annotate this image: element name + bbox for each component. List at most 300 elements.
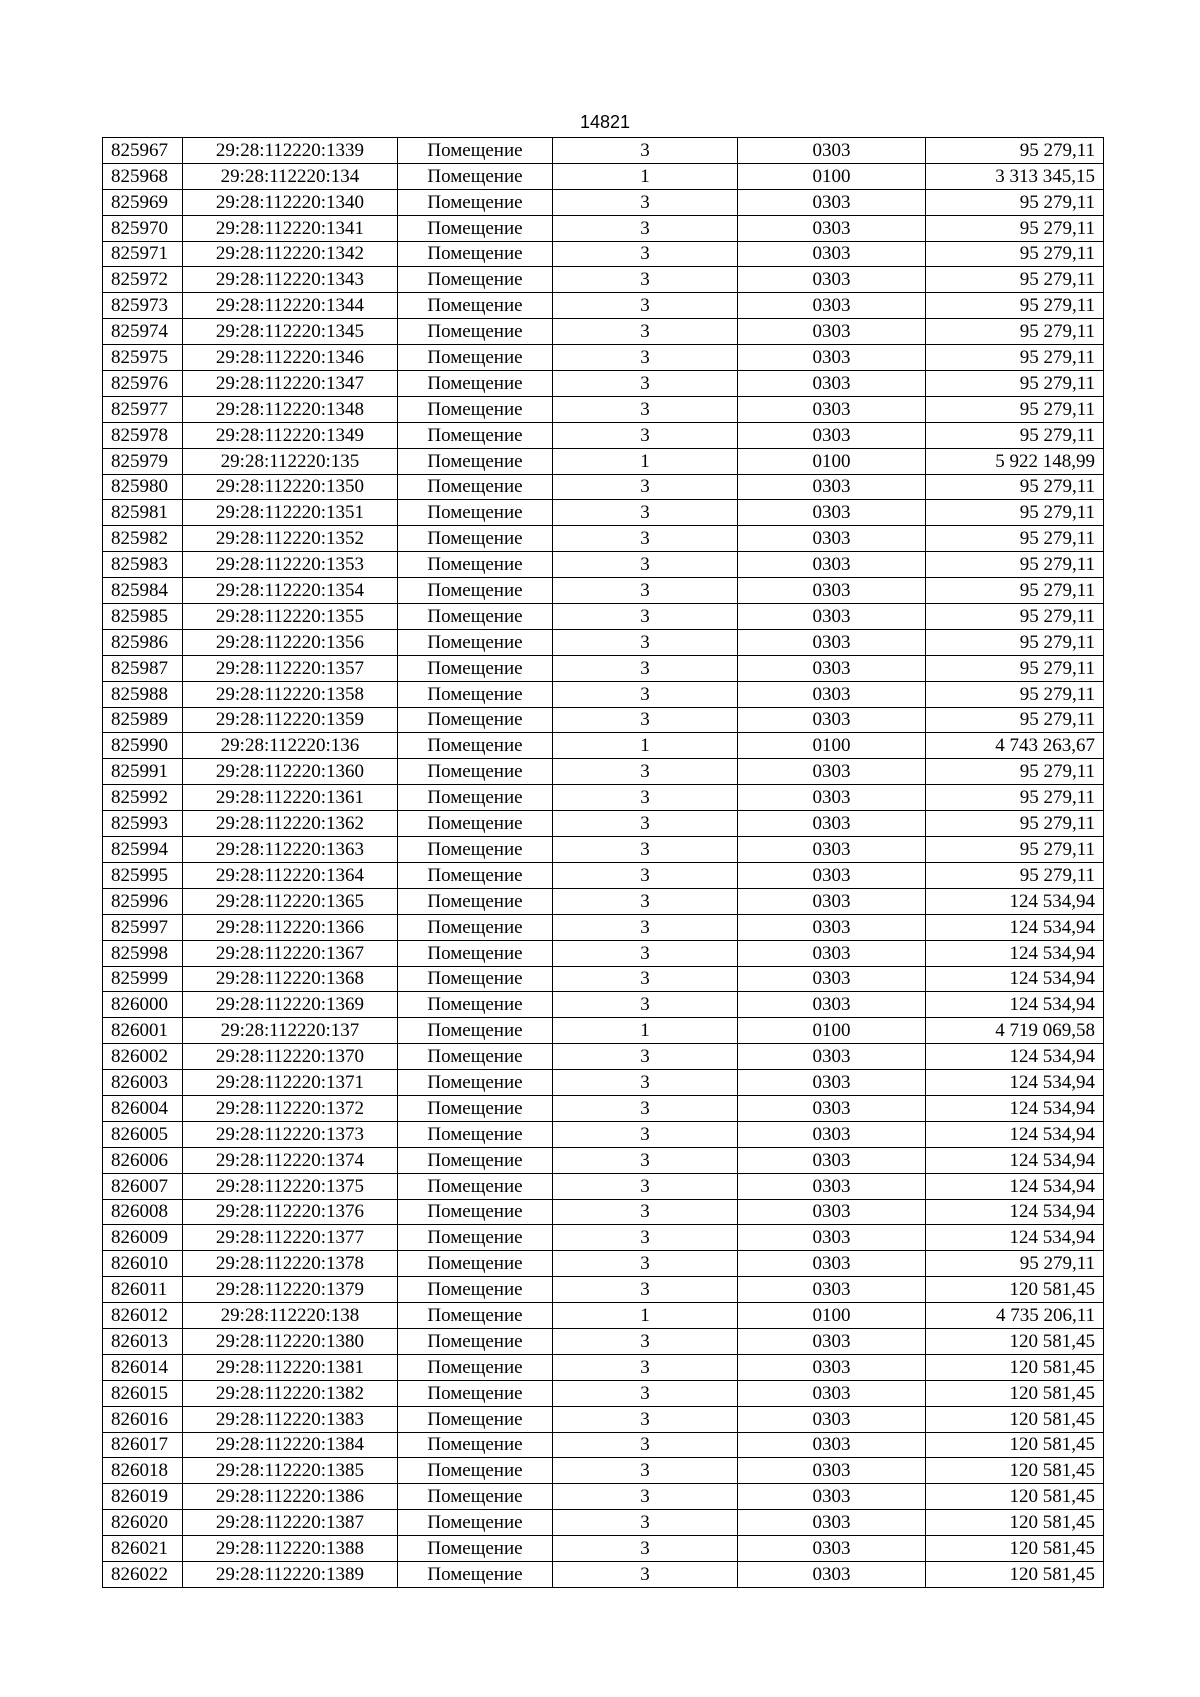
object-type-cell: Помещение — [398, 526, 553, 552]
cadastral-value-cell: 95 279,11 — [926, 811, 1104, 837]
cadastral-value-cell: 124 534,94 — [926, 1044, 1104, 1070]
cadastral-value-cell: 120 581,45 — [926, 1510, 1104, 1536]
table-row — [103, 837, 1104, 863]
object-type-cell: Помещение — [398, 1432, 553, 1458]
table-row — [103, 940, 1104, 966]
table-row — [103, 1225, 1104, 1251]
table-row — [103, 811, 1104, 837]
cadastral-value-cell: 124 534,94 — [926, 914, 1104, 940]
table-row — [103, 629, 1104, 655]
table-row — [103, 241, 1104, 267]
cadastral-value-cell: 120 581,45 — [926, 1380, 1104, 1406]
record-number-cell: 825992 — [103, 785, 183, 811]
cadastral-number-cell: 29:28:112220:1388 — [183, 1536, 398, 1562]
code-cell: 0303 — [738, 681, 926, 707]
cadastral-value-cell: 124 534,94 — [926, 888, 1104, 914]
record-number-cell: 826014 — [103, 1354, 183, 1380]
table-row — [103, 1510, 1104, 1536]
code-cell: 0303 — [738, 629, 926, 655]
group-cell: 3 — [553, 396, 738, 422]
cadastral-value-cell: 124 534,94 — [926, 940, 1104, 966]
record-number-cell: 826010 — [103, 1251, 183, 1277]
group-cell: 3 — [553, 1251, 738, 1277]
cadastral-value-cell: 120 581,45 — [926, 1277, 1104, 1303]
code-cell: 0303 — [738, 811, 926, 837]
object-type-cell: Помещение — [398, 345, 553, 371]
object-type-cell: Помещение — [398, 759, 553, 785]
cadastral-number-cell: 29:28:112220:1379 — [183, 1277, 398, 1303]
record-number-cell: 825981 — [103, 500, 183, 526]
cadastral-number-cell: 29:28:112220:1374 — [183, 1147, 398, 1173]
record-number-cell: 826021 — [103, 1536, 183, 1562]
object-type-cell: Помещение — [398, 1561, 553, 1587]
group-cell: 3 — [553, 1225, 738, 1251]
code-cell: 0303 — [738, 1199, 926, 1225]
cadastral-number-cell: 29:28:112220:135 — [183, 448, 398, 474]
cadastral-number-cell: 29:28:112220:1376 — [183, 1199, 398, 1225]
record-number-cell: 826009 — [103, 1225, 183, 1251]
cadastral-value-cell: 95 279,11 — [926, 396, 1104, 422]
record-number-cell: 825977 — [103, 396, 183, 422]
table-row — [103, 474, 1104, 500]
record-number-cell: 826022 — [103, 1561, 183, 1587]
record-number-cell: 825994 — [103, 837, 183, 863]
cadastral-value-cell: 95 279,11 — [926, 785, 1104, 811]
cadastral-value-cell: 124 534,94 — [926, 1173, 1104, 1199]
group-cell: 3 — [553, 215, 738, 241]
table-row — [103, 1251, 1104, 1277]
object-type-cell: Помещение — [398, 1354, 553, 1380]
table-row — [103, 707, 1104, 733]
cadastral-value-cell: 124 534,94 — [926, 1070, 1104, 1096]
code-cell: 0303 — [738, 474, 926, 500]
table-row — [103, 1018, 1104, 1044]
group-cell: 3 — [553, 1121, 738, 1147]
cadastral-number-cell: 29:28:112220:1371 — [183, 1070, 398, 1096]
cadastral-number-cell: 29:28:112220:1375 — [183, 1173, 398, 1199]
cadastral-number-cell: 29:28:112220:1344 — [183, 293, 398, 319]
record-number-cell: 826020 — [103, 1510, 183, 1536]
table-row — [103, 215, 1104, 241]
cadastral-number-cell: 29:28:112220:1342 — [183, 241, 398, 267]
cadastral-number-cell: 29:28:112220:1354 — [183, 578, 398, 604]
table-row — [103, 1095, 1104, 1121]
object-type-cell: Помещение — [398, 655, 553, 681]
table-row — [103, 733, 1104, 759]
object-type-cell: Помещение — [398, 681, 553, 707]
cadastral-value-cell: 5 922 148,99 — [926, 448, 1104, 474]
object-type-cell: Помещение — [398, 733, 553, 759]
group-cell: 3 — [553, 1484, 738, 1510]
record-number-cell: 826002 — [103, 1044, 183, 1070]
group-cell: 3 — [553, 1147, 738, 1173]
object-type-cell: Помещение — [398, 241, 553, 267]
cadastral-number-cell: 29:28:112220:1348 — [183, 396, 398, 422]
group-cell: 3 — [553, 1277, 738, 1303]
object-type-cell: Помещение — [398, 1018, 553, 1044]
cadastral-value-cell: 95 279,11 — [926, 526, 1104, 552]
cadastral-number-cell: 29:28:112220:1363 — [183, 837, 398, 863]
cadastral-value-cell: 95 279,11 — [926, 1251, 1104, 1277]
cadastral-value-cell: 95 279,11 — [926, 345, 1104, 371]
object-type-cell: Помещение — [398, 1458, 553, 1484]
table-row — [103, 345, 1104, 371]
record-number-cell: 825968 — [103, 163, 183, 189]
group-cell: 3 — [553, 966, 738, 992]
cadastral-value-cell: 95 279,11 — [926, 629, 1104, 655]
code-cell: 0303 — [738, 940, 926, 966]
object-type-cell: Помещение — [398, 1536, 553, 1562]
record-number-cell: 826000 — [103, 992, 183, 1018]
cadastral-number-cell: 29:28:112220:1345 — [183, 319, 398, 345]
cadastral-value-cell: 95 279,11 — [926, 241, 1104, 267]
code-cell: 0303 — [738, 992, 926, 1018]
cadastral-number-cell: 29:28:112220:1365 — [183, 888, 398, 914]
cadastral-number-cell: 29:28:112220:1381 — [183, 1354, 398, 1380]
object-type-cell: Помещение — [398, 707, 553, 733]
cadastral-value-cell: 124 534,94 — [926, 1199, 1104, 1225]
table-row — [103, 1044, 1104, 1070]
group-cell: 3 — [553, 500, 738, 526]
cadastral-value-cell: 95 279,11 — [926, 837, 1104, 863]
group-cell: 3 — [553, 1328, 738, 1354]
code-cell: 0303 — [738, 396, 926, 422]
record-number-cell: 825998 — [103, 940, 183, 966]
group-cell: 1 — [553, 1303, 738, 1329]
cadastral-number-cell: 29:28:112220:1368 — [183, 966, 398, 992]
object-type-cell: Помещение — [398, 1225, 553, 1251]
code-cell: 0303 — [738, 1328, 926, 1354]
code-cell: 0303 — [738, 1147, 926, 1173]
cadastral-value-cell: 95 279,11 — [926, 293, 1104, 319]
object-type-cell: Помещение — [398, 914, 553, 940]
cadastral-value-cell: 95 279,11 — [926, 215, 1104, 241]
cadastral-value-cell: 95 279,11 — [926, 371, 1104, 397]
record-number-cell: 826004 — [103, 1095, 183, 1121]
record-number-cell: 825967 — [103, 138, 183, 164]
cadastral-number-cell: 29:28:112220:1378 — [183, 1251, 398, 1277]
group-cell: 3 — [553, 1173, 738, 1199]
group-cell: 3 — [553, 1095, 738, 1121]
group-cell: 3 — [553, 138, 738, 164]
cadastral-value-cell: 95 279,11 — [926, 474, 1104, 500]
table-row — [103, 785, 1104, 811]
table-row — [103, 604, 1104, 630]
record-number-cell: 825991 — [103, 759, 183, 785]
table-row — [103, 655, 1104, 681]
cadastral-value-cell: 120 581,45 — [926, 1536, 1104, 1562]
cadastral-number-cell: 29:28:112220:1386 — [183, 1484, 398, 1510]
code-cell: 0100 — [738, 448, 926, 474]
code-cell: 0303 — [738, 604, 926, 630]
object-type-cell: Помещение — [398, 1328, 553, 1354]
record-number-cell: 825982 — [103, 526, 183, 552]
record-number-cell: 826001 — [103, 1018, 183, 1044]
cadastral-number-cell: 29:28:112220:1382 — [183, 1380, 398, 1406]
group-cell: 1 — [553, 448, 738, 474]
code-cell: 0303 — [738, 1406, 926, 1432]
table-row — [103, 1147, 1104, 1173]
table-row — [103, 759, 1104, 785]
cadastral-number-cell: 29:28:112220:1355 — [183, 604, 398, 630]
cadastral-value-cell: 3 313 345,15 — [926, 163, 1104, 189]
object-type-cell: Помещение — [398, 940, 553, 966]
object-type-cell: Помещение — [398, 966, 553, 992]
object-type-cell: Помещение — [398, 1484, 553, 1510]
group-cell: 3 — [553, 1536, 738, 1562]
cadastral-number-cell: 29:28:112220:1387 — [183, 1510, 398, 1536]
table-row — [103, 552, 1104, 578]
cadastral-value-cell: 120 581,45 — [926, 1432, 1104, 1458]
record-number-cell: 825985 — [103, 604, 183, 630]
object-type-cell: Помещение — [398, 1277, 553, 1303]
object-type-cell: Помещение — [398, 785, 553, 811]
object-type-cell: Помещение — [398, 604, 553, 630]
cadastral-number-cell: 29:28:112220:1372 — [183, 1095, 398, 1121]
object-type-cell: Помещение — [398, 163, 553, 189]
cadastral-value-cell: 120 581,45 — [926, 1354, 1104, 1380]
cadastral-number-cell: 29:28:112220:1352 — [183, 526, 398, 552]
cadastral-value-cell: 124 534,94 — [926, 1147, 1104, 1173]
table-row — [103, 189, 1104, 215]
object-type-cell: Помещение — [398, 1251, 553, 1277]
record-number-cell: 825970 — [103, 215, 183, 241]
group-cell: 3 — [553, 189, 738, 215]
cadastral-value-cell: 124 534,94 — [926, 1095, 1104, 1121]
cadastral-number-cell: 29:28:112220:1353 — [183, 552, 398, 578]
record-number-cell: 825990 — [103, 733, 183, 759]
record-number-cell: 825986 — [103, 629, 183, 655]
record-number-cell: 825976 — [103, 371, 183, 397]
cadastral-value-cell: 120 581,45 — [926, 1561, 1104, 1587]
group-cell: 3 — [553, 629, 738, 655]
code-cell: 0303 — [738, 966, 926, 992]
record-number-cell: 825996 — [103, 888, 183, 914]
code-cell: 0303 — [738, 241, 926, 267]
table-row — [103, 914, 1104, 940]
object-type-cell: Помещение — [398, 1070, 553, 1096]
record-number-cell: 826013 — [103, 1328, 183, 1354]
group-cell: 3 — [553, 604, 738, 630]
cadastral-value-cell: 124 534,94 — [926, 1225, 1104, 1251]
object-type-cell: Помещение — [398, 319, 553, 345]
cadastral-value-cell: 4 743 263,67 — [926, 733, 1104, 759]
group-cell: 3 — [553, 862, 738, 888]
cadastral-value-cell: 124 534,94 — [926, 1121, 1104, 1147]
table-row — [103, 371, 1104, 397]
record-number-cell: 825972 — [103, 267, 183, 293]
object-type-cell: Помещение — [398, 371, 553, 397]
object-type-cell: Помещение — [398, 293, 553, 319]
group-cell: 3 — [553, 1458, 738, 1484]
registry-table — [102, 137, 1104, 1588]
table-row — [103, 1432, 1104, 1458]
cadastral-value-cell: 95 279,11 — [926, 604, 1104, 630]
record-number-cell: 825978 — [103, 422, 183, 448]
cadastral-number-cell: 29:28:112220:1380 — [183, 1328, 398, 1354]
table-row — [103, 319, 1104, 345]
group-cell: 3 — [553, 992, 738, 1018]
object-type-cell: Помещение — [398, 267, 553, 293]
code-cell: 0303 — [738, 319, 926, 345]
record-number-cell: 825997 — [103, 914, 183, 940]
cadastral-value-cell: 4 735 206,11 — [926, 1303, 1104, 1329]
record-number-cell: 825999 — [103, 966, 183, 992]
record-number-cell: 825971 — [103, 241, 183, 267]
object-type-cell: Помещение — [398, 862, 553, 888]
cadastral-number-cell: 29:28:112220:1351 — [183, 500, 398, 526]
code-cell: 0303 — [738, 1095, 926, 1121]
cadastral-number-cell: 29:28:112220:134 — [183, 163, 398, 189]
record-number-cell: 825989 — [103, 707, 183, 733]
object-type-cell: Помещение — [398, 1510, 553, 1536]
code-cell: 0100 — [738, 1303, 926, 1329]
table-row — [103, 1484, 1104, 1510]
cadastral-number-cell: 29:28:112220:1370 — [183, 1044, 398, 1070]
code-cell: 0303 — [738, 578, 926, 604]
record-number-cell: 826011 — [103, 1277, 183, 1303]
group-cell: 3 — [553, 681, 738, 707]
cadastral-value-cell: 95 279,11 — [926, 578, 1104, 604]
object-type-cell: Помещение — [398, 1147, 553, 1173]
record-number-cell: 825973 — [103, 293, 183, 319]
cadastral-value-cell: 95 279,11 — [926, 759, 1104, 785]
cadastral-value-cell: 120 581,45 — [926, 1458, 1104, 1484]
code-cell: 0303 — [738, 371, 926, 397]
code-cell: 0100 — [738, 163, 926, 189]
group-cell: 3 — [553, 552, 738, 578]
group-cell: 3 — [553, 241, 738, 267]
record-number-cell: 826016 — [103, 1406, 183, 1432]
cadastral-number-cell: 29:28:112220:1384 — [183, 1432, 398, 1458]
code-cell: 0303 — [738, 1225, 926, 1251]
record-number-cell: 825980 — [103, 474, 183, 500]
group-cell: 3 — [553, 371, 738, 397]
object-type-cell: Помещение — [398, 474, 553, 500]
code-cell: 0303 — [738, 422, 926, 448]
record-number-cell: 826019 — [103, 1484, 183, 1510]
table-row — [103, 681, 1104, 707]
group-cell: 3 — [553, 526, 738, 552]
cadastral-value-cell: 124 534,94 — [926, 966, 1104, 992]
code-cell: 0100 — [738, 1018, 926, 1044]
object-type-cell: Помещение — [398, 500, 553, 526]
cadastral-value-cell: 95 279,11 — [926, 267, 1104, 293]
cadastral-number-cell: 29:28:112220:1349 — [183, 422, 398, 448]
cadastral-number-cell: 29:28:112220:1383 — [183, 1406, 398, 1432]
code-cell: 0303 — [738, 1173, 926, 1199]
cadastral-number-cell: 29:28:112220:136 — [183, 733, 398, 759]
cadastral-value-cell: 95 279,11 — [926, 319, 1104, 345]
cadastral-number-cell: 29:28:112220:1340 — [183, 189, 398, 215]
cadastral-value-cell: 95 279,11 — [926, 500, 1104, 526]
object-type-cell: Помещение — [398, 1044, 553, 1070]
object-type-cell: Помещение — [398, 138, 553, 164]
code-cell: 0303 — [738, 1121, 926, 1147]
cadastral-number-cell: 29:28:112220:1367 — [183, 940, 398, 966]
group-cell: 3 — [553, 940, 738, 966]
cadastral-number-cell: 29:28:112220:137 — [183, 1018, 398, 1044]
record-number-cell: 825969 — [103, 189, 183, 215]
table-row — [103, 422, 1104, 448]
table-row — [103, 1303, 1104, 1329]
code-cell: 0303 — [738, 1432, 926, 1458]
cadastral-number-cell: 29:28:112220:1341 — [183, 215, 398, 241]
cadastral-value-cell: 95 279,11 — [926, 707, 1104, 733]
table-row — [103, 578, 1104, 604]
code-cell: 0303 — [738, 1380, 926, 1406]
table-row — [103, 1458, 1104, 1484]
record-number-cell: 826006 — [103, 1147, 183, 1173]
object-type-cell: Помещение — [398, 215, 553, 241]
cadastral-number-cell: 29:28:112220:1361 — [183, 785, 398, 811]
record-number-cell: 825983 — [103, 552, 183, 578]
group-cell: 3 — [553, 1354, 738, 1380]
cadastral-number-cell: 29:28:112220:1366 — [183, 914, 398, 940]
code-cell: 0303 — [738, 138, 926, 164]
record-number-cell: 825979 — [103, 448, 183, 474]
object-type-cell: Помещение — [398, 1121, 553, 1147]
object-type-cell: Помещение — [398, 448, 553, 474]
code-cell: 0303 — [738, 1536, 926, 1562]
record-number-cell: 825995 — [103, 862, 183, 888]
cadastral-number-cell: 29:28:112220:1389 — [183, 1561, 398, 1587]
cadastral-number-cell: 29:28:112220:1357 — [183, 655, 398, 681]
code-cell: 0303 — [738, 1510, 926, 1536]
cadastral-number-cell: 29:28:112220:1377 — [183, 1225, 398, 1251]
group-cell: 1 — [553, 1018, 738, 1044]
table-row — [103, 1199, 1104, 1225]
object-type-cell: Помещение — [398, 189, 553, 215]
table-row — [103, 992, 1104, 1018]
cadastral-value-cell: 120 581,45 — [926, 1484, 1104, 1510]
code-cell: 0303 — [738, 707, 926, 733]
table-row — [103, 966, 1104, 992]
cadastral-number-cell: 29:28:112220:1356 — [183, 629, 398, 655]
cadastral-value-cell: 120 581,45 — [926, 1328, 1104, 1354]
cadastral-number-cell: 29:28:112220:1346 — [183, 345, 398, 371]
group-cell: 3 — [553, 1044, 738, 1070]
code-cell: 0303 — [738, 345, 926, 371]
code-cell: 0303 — [738, 655, 926, 681]
code-cell: 0303 — [738, 837, 926, 863]
group-cell: 3 — [553, 655, 738, 681]
code-cell: 0303 — [738, 1070, 926, 1096]
cadastral-value-cell: 95 279,11 — [926, 552, 1104, 578]
cadastral-value-cell: 124 534,94 — [926, 992, 1104, 1018]
code-cell: 0303 — [738, 552, 926, 578]
table-row — [103, 888, 1104, 914]
record-number-cell: 826012 — [103, 1303, 183, 1329]
table-row — [103, 1536, 1104, 1562]
cadastral-number-cell: 29:28:112220:138 — [183, 1303, 398, 1329]
code-cell: 0303 — [738, 526, 926, 552]
object-type-cell: Помещение — [398, 1173, 553, 1199]
object-type-cell: Помещение — [398, 1199, 553, 1225]
object-type-cell: Помещение — [398, 837, 553, 863]
group-cell: 3 — [553, 1380, 738, 1406]
table-row — [103, 500, 1104, 526]
cadastral-number-cell: 29:28:112220:1350 — [183, 474, 398, 500]
code-cell: 0303 — [738, 267, 926, 293]
object-type-cell: Помещение — [398, 552, 553, 578]
table-row — [103, 862, 1104, 888]
group-cell: 3 — [553, 785, 738, 811]
code-cell: 0303 — [738, 189, 926, 215]
table-row — [103, 448, 1104, 474]
cadastral-value-cell: 95 279,11 — [926, 189, 1104, 215]
cadastral-number-cell: 29:28:112220:1359 — [183, 707, 398, 733]
